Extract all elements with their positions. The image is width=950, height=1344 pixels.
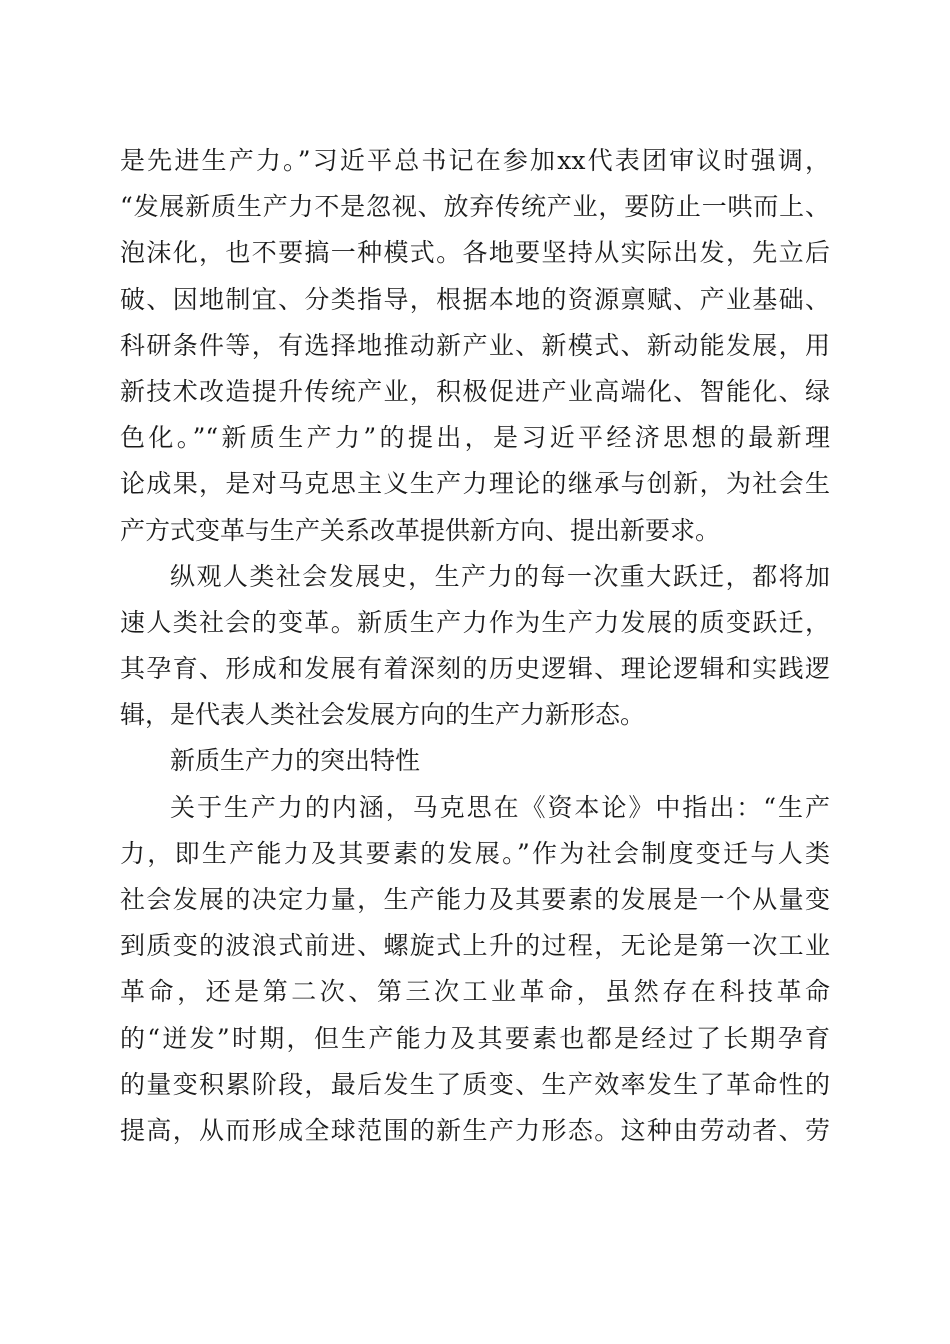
text-line: 到质变的波浪式前进、螺旋式上升的过程，无论是第一次工业 [120,931,830,961]
text-line: 的“迸发”时期，但生产能力及其要素也都是经过了长期孕育 [120,1023,830,1053]
text-line: 纵观人类社会发展史，生产力的每一次重大跃迁，都将加 [170,561,830,591]
text-line: 破、因地制宜、分类指导，根据本地的资源禀赋、产业基础、 [120,284,830,314]
text-line: 论成果，是对马克思主义生产力理论的继承与创新，为社会生 [120,469,830,499]
text-line: 新技术改造提升传统产业，积极促进产业高端化、智能化、绿 [120,376,830,406]
text-line: 提高，从而形成全球范围的新生产力形态。这种由劳动者、劳 [120,1115,830,1145]
text-line: 革命，还是第二次、第三次工业革命，虽然存在科技革命 [120,977,830,1007]
paragraph-3 [120,785,830,1155]
text-line: 速人类社会的变革。新质生产力作为生产力发展的质变跃迁， [120,607,830,637]
body-text [120,138,830,1154]
text-line: 色化。”“新质生产力”的提出，是习近平经济思想的最新理 [120,423,830,453]
text-line: 辑，是代表人类社会发展方向的生产力新形态。 [120,700,646,730]
text-line: 泡沫化，也不要搞一种模式。各地要坚持从实际出发，先立后 [120,238,830,268]
heading-text: 新质生产力的突出特性 [170,746,421,776]
text-line: 是先进生产力。”习近平总书记在参加xx代表团审议时强调， [120,146,830,175]
paragraph-2 [120,554,830,739]
text-line: 科研条件等，有选择地推动新产业、新模式、新动能发展，用 [120,330,830,360]
text-line: 关于生产力的内涵，马克思在《资本论》中指出：“生产 [170,792,830,822]
text-line: 力，即生产能力及其要素的发展。”作为社会制度变迁与人类 [120,838,830,868]
text-line: 的量变积累阶段，最后发生了质变、生产效率发生了革命性的 [120,1069,830,1099]
section-heading [120,738,830,784]
paragraph-1 [120,138,830,554]
text-line: 产方式变革与生产关系改革提供新方向、提出新要求。 [120,515,721,545]
text-line: 其孕育、形成和发展有着深刻的历史逻辑、理论逻辑和实践逻 [120,654,830,684]
text-line: 社会发展的决定力量，生产能力及其要素的发展是一个从量变 [120,885,830,914]
text-line: “发展新质生产力不是忽视、放弃传统产业，要防止一哄而上、 [120,192,830,222]
